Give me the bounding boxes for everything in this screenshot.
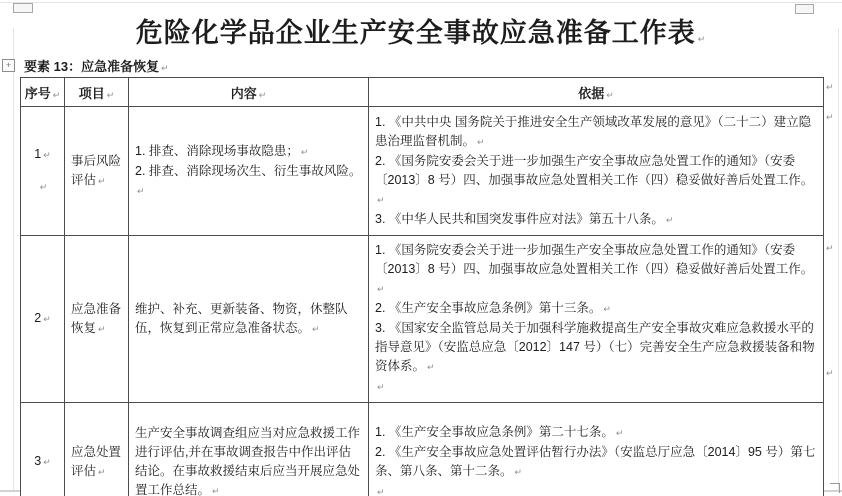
cell-basis[interactable] [369,403,824,496]
basis-item: 2. 《生产安全事故应急处置评估暂行办法》（安监总厅应急〔2014〕95 号）第七条、第八条、第十二条。 ↵ [375,444,816,478]
row-number: 3 ↵ [34,454,51,468]
paragraph-mark-icon: ↵ [514,466,523,477]
empty-line [375,482,817,496]
table-move-handle-icon[interactable]: + [2,59,15,72]
paragraph-mark-icon: ↵ [137,185,145,196]
paragraph-mark-icon: ↵ [606,89,614,100]
paragraph-mark-icon: ↵ [427,362,435,372]
cell-item[interactable] [65,236,129,403]
page-right-boundary [838,28,839,490]
work-table [20,77,824,496]
content-line: 维护、补充、更新装备、物资，休整队伍，恢复到正常应急准备状态。 ↵ [135,301,348,335]
page-top-boundary [0,2,842,3]
basis-item: 3. 《国家安全监管总局关于加强科学施救提高生产安全事故灾难应急救援水平的指导意见》（安监总应急〔2012〕147 号）（七）完善安全生产应急救援装备和物资体系。 ↵ [375,321,815,373]
cell-item[interactable] [65,107,129,236]
item-name: 事后风险评估 ↵ [71,153,122,187]
paragraph-mark-icon: ↵ [161,63,169,73]
cell-no[interactable] [21,236,65,403]
paragraph-mark-icon: ↵ [39,182,48,193]
content-line: 2. 排查、消除现场次生、衍生事故风险。↵ [135,163,362,196]
page-title [0,11,842,50]
section-label [24,56,169,75]
cell-basis[interactable] [369,107,824,236]
paragraph-mark-icon: ↵ [377,284,385,294]
basis-item: 2. 《生产安全事故应急条例》第十三条。 ↵ [375,301,611,315]
paragraph-mark-icon: ↵ [615,427,624,438]
empty-line [375,377,817,397]
cell-basis[interactable] [369,236,824,403]
row-number: 2 ↵ [34,311,51,325]
basis-item: 1. 《生产安全事故应急条例》第二十七条。 ↵ [375,424,624,439]
item-name: 应急准备恢复 ↵ [71,301,122,335]
page-title-text: 危险化学品企业生产安全事故应急准备工作表 [135,18,696,48]
page-left-boundary [13,28,14,490]
column-header-content[interactable] [129,78,369,107]
work-table-body [21,107,824,496]
column-header-label: 序号 [24,85,51,101]
cell-no[interactable] [21,107,65,236]
paragraph-mark-icon: ↵ [377,382,385,392]
table-row [21,236,824,403]
column-header-label: 内容 [230,85,257,101]
column-header-no[interactable] [21,78,65,107]
content-line: 1. 排查、消除现场事故隐患； ↵ [135,143,309,158]
paragraph-mark-icon: ↵ [98,466,106,477]
basis-item: 1. 《中共中央 国务院关于推进安全生产领域改革发展的意见》（二十二）建立隐患治理监督机制。 ↵ [375,114,812,148]
content-line: 生产安全事故调查组应当对应急救援工作进行评估,并在事故调查报告中作出评估结论。在事故救援结束后应当开展应急处置工作总结。 ↵ [135,425,361,496]
paragraph-mark-icon: ↵ [377,486,385,496]
paragraph-mark-icon: ↵ [697,34,707,44]
cell-content[interactable] [129,107,369,236]
column-header-label: 依据 [578,85,605,101]
paragraph-mark-icon: ↵ [43,314,51,324]
paragraph-mark-icon: ↵ [106,89,115,100]
row-end-mark-icon: ↵ [826,243,834,253]
paragraph-mark-icon: ↵ [377,194,385,205]
empty-line [27,177,58,197]
paragraph-mark-icon: ↵ [52,89,61,100]
row-end-mark-icon: ↵ [826,112,834,122]
cell-content[interactable] [129,236,369,403]
cell-content[interactable] [129,403,369,496]
paragraph-mark-icon: ↵ [43,149,51,160]
section-label-text: 要素 13：应急准备恢复 [24,59,160,74]
item-name: 应急处置评估 ↵ [71,444,122,478]
cell-item[interactable] [65,403,129,496]
row-number: 1 ↵ [34,146,51,161]
paragraph-mark-icon: ↵ [43,457,51,467]
paragraph-mark-icon: ↵ [477,136,485,147]
paragraph-mark-icon: ↵ [258,89,267,100]
table-row [21,107,824,236]
row-end-mark-icon: ↵ [826,368,834,378]
paragraph-mark-icon: ↵ [665,214,674,225]
column-header-item[interactable] [65,78,129,107]
table-header-row [21,78,824,107]
paragraph-mark-icon: ↵ [98,323,106,334]
cell-no[interactable] [21,403,65,496]
basis-item: 3. 《中华人民共和国突发事件应对法》第五十八条。 ↵ [375,211,674,226]
row-end-mark-icon: ↵ [826,82,834,92]
crop-mark-bottom-right-icon [830,483,840,493]
table-row [21,403,824,496]
basis-item: 2. 《国务院安委会关于进一步加强生产安全事故应急处置工作的通知》（安委〔2013〕8 号）四、加强事故应急处置相关工作（四）稳妥做好善后处置工作。↵ [375,153,814,205]
basis-item: 1. 《国务院安委会关于进一步加强生产安全事故应急处置工作的通知》（安委〔2013〕8 号）四、加强事故应急处置相关工作（四）稳妥做好善后处置工作。↵ [375,243,814,294]
paragraph-mark-icon: ↵ [98,175,106,186]
column-header-basis[interactable] [369,78,824,107]
paragraph-mark-icon: ↵ [300,146,309,157]
paragraph-mark-icon: ↵ [312,323,320,334]
column-header-label: 项目 [78,85,105,101]
paragraph-mark-icon: ↵ [603,304,611,314]
paragraph-mark-icon: ↵ [212,485,220,496]
